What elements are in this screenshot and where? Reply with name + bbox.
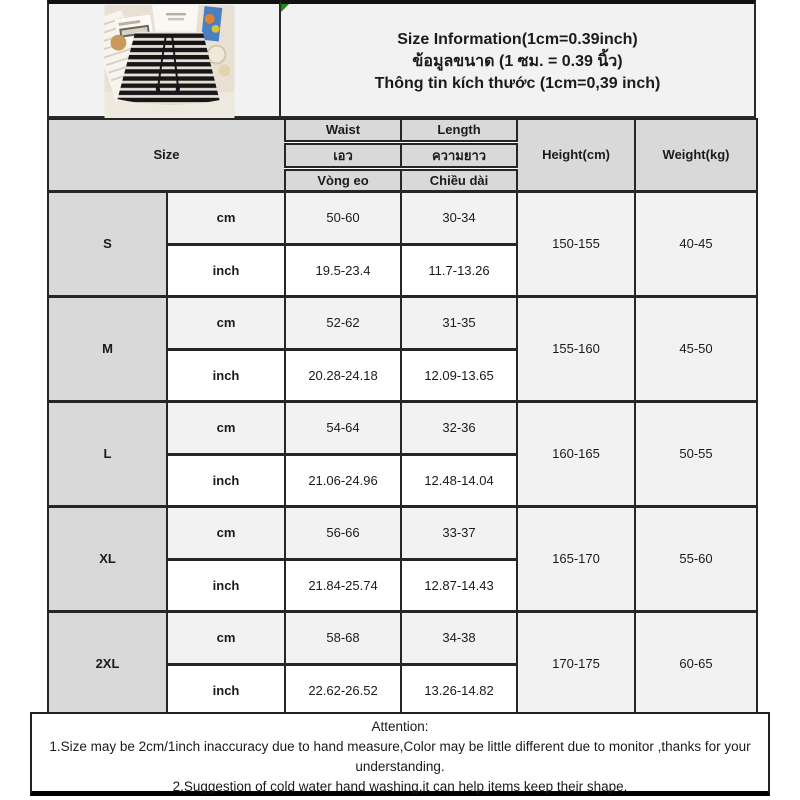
size-label-m: M <box>48 296 167 401</box>
size-table <box>47 118 758 717</box>
product-photo <box>104 5 235 118</box>
size-label-s: S <box>48 191 167 296</box>
unit-inch: inch <box>167 454 285 506</box>
length-cm-s: 30-34 <box>401 191 517 244</box>
height-2xl: 170-175 <box>517 611 635 716</box>
length-cm-m: 31-35 <box>401 296 517 349</box>
height-s: 150-155 <box>517 191 635 296</box>
cell-corner-flag-icon <box>281 4 289 12</box>
weight-l: 50-55 <box>635 401 757 506</box>
weight-2xl: 60-65 <box>635 611 757 716</box>
length-cm-l: 32-36 <box>401 401 517 454</box>
unit-cm: cm <box>167 506 285 559</box>
length-header-th: ความยาว <box>401 142 517 168</box>
unit-inch: inch <box>167 559 285 611</box>
weight-m: 45-50 <box>635 296 757 401</box>
waist-cm-l: 54-64 <box>285 401 401 454</box>
attention-title: Attention: <box>371 719 429 734</box>
length-inch-m: 12.09-13.65 <box>401 349 517 401</box>
waist-header-th: เอว <box>285 142 401 168</box>
size-label-2xl: 2XL <box>48 611 167 716</box>
waist-cm-xl: 56-66 <box>285 506 401 559</box>
length-inch-2xl: 13.26-14.82 <box>401 664 517 716</box>
unit-cm: cm <box>167 611 285 664</box>
weight-s: 40-45 <box>635 191 757 296</box>
size-label-l: L <box>48 401 167 506</box>
attention-note <box>30 712 770 796</box>
unit-cm: cm <box>167 296 285 349</box>
waist-inch-2xl: 22.62-26.52 <box>285 664 401 716</box>
waist-header-en: Waist <box>285 119 401 142</box>
height-header: Height(cm) <box>517 119 635 191</box>
length-inch-s: 11.7-13.26 <box>401 244 517 296</box>
unit-inch: inch <box>167 664 285 716</box>
unit-inch: inch <box>167 244 285 296</box>
height-l: 160-165 <box>517 401 635 506</box>
weight-header: Weight(kg) <box>635 119 757 191</box>
unit-inch: inch <box>167 349 285 401</box>
waist-inch-s: 19.5-23.4 <box>285 244 401 296</box>
table-row <box>48 296 757 349</box>
table-row <box>48 506 757 559</box>
unit-cm: cm <box>167 401 285 454</box>
weight-xl: 55-60 <box>635 506 757 611</box>
length-inch-l: 12.48-14.04 <box>401 454 517 506</box>
length-header-vi: Chiều dài <box>401 168 517 191</box>
size-column-header: Size <box>48 119 285 191</box>
height-m: 155-160 <box>517 296 635 401</box>
length-cm-2xl: 34-38 <box>401 611 517 664</box>
page-title-vi: Thông tin kích thước (1cm=0,39 inch) <box>374 75 661 92</box>
length-cm-xl: 33-37 <box>401 506 517 559</box>
waist-cm-s: 50-60 <box>285 191 401 244</box>
size-label-xl: XL <box>48 506 167 611</box>
length-header-en: Length <box>401 119 517 142</box>
length-inch-xl: 12.87-14.43 <box>401 559 517 611</box>
waist-inch-xl: 21.84-25.74 <box>285 559 401 611</box>
waist-inch-m: 20.28-24.18 <box>285 349 401 401</box>
page-title-en: Size Information(1cm=0.39inch) <box>397 31 638 48</box>
waist-header-vi: Vòng eo <box>285 168 401 191</box>
height-xl: 165-170 <box>517 506 635 611</box>
page-title-th: ข้อมูลขนาด (1 ซม. = 0.39 นิ้ว) <box>412 53 623 70</box>
title-cell <box>281 0 756 118</box>
waist-cm-2xl: 58-68 <box>285 611 401 664</box>
product-photo-cell <box>47 0 281 118</box>
attention-line-1: 1.Size may be 2cm/1inch inaccuracy due to hand measure,Color may be little different due to monitor ,thanks for your understanding. <box>49 739 751 774</box>
attention-line-2: 2.Suggestion of cold water hand washing,it can help items keep their shape. <box>172 779 628 794</box>
unit-cm: cm <box>167 191 285 244</box>
waist-inch-l: 21.06-24.96 <box>285 454 401 506</box>
table-row <box>48 401 757 454</box>
table-row <box>48 611 757 664</box>
table-row <box>48 191 757 244</box>
waist-cm-m: 52-62 <box>285 296 401 349</box>
